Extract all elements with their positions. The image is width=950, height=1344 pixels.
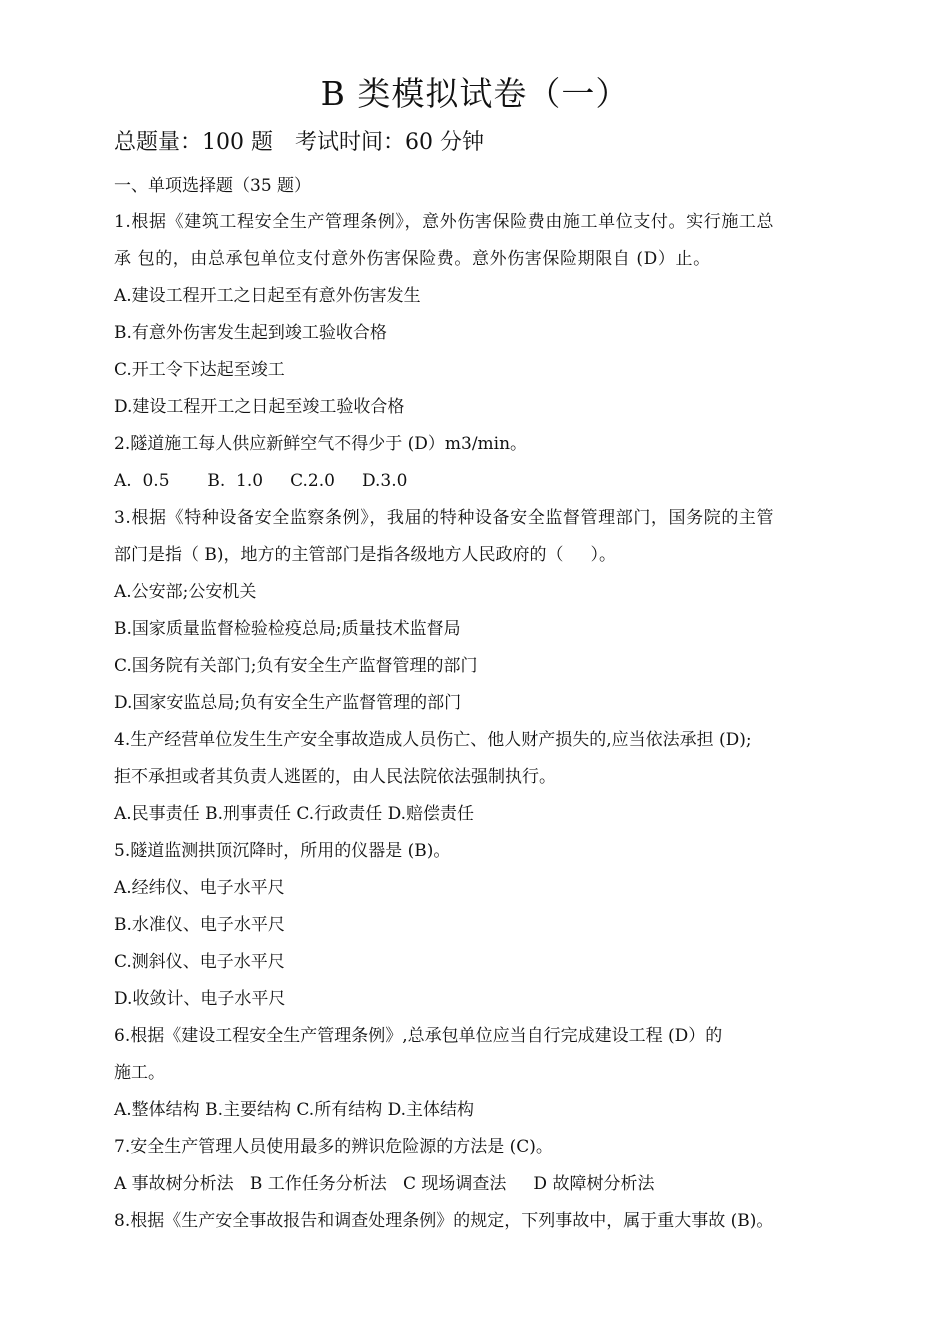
answer-options-row: A. 0.5 B. 1.0 C.2.0 D.3.0 [114,471,408,491]
question-text: 施工。 [114,1063,165,1083]
answer-option: C.国务院有关部门;负有安全生产监督管理的部门 [114,656,478,676]
answer-options-row: A.整体结构 B.主要结构 C.所有结构 D.主体结构 [114,1100,475,1120]
answer-option: D.建设工程开工之日起至竣工验收合格 [114,397,405,417]
question-text: 部门是指（ B)，地方的主管部门是指各级地方人民政府的（ ）。 [114,545,617,565]
question-text: 1.根据《建筑工程安全生产管理条例》，意外伤害保险费由施工单位支付。实行施工总 [114,212,775,232]
answer-options-row: A 事故树分析法 B 工作任务分析法 C 现场调查法 D 故障树分析法 [114,1174,655,1194]
question-text: 7.安全生产管理人员使用最多的辨识危险源的方法是 (C)。 [114,1137,553,1157]
answer-option: B.有意外伤害发生起到竣工验收合格 [114,323,387,343]
answer-option: A.经纬仪、电子水平尺 [114,878,285,898]
answer-options-row: A.民事责任 B.刑事责任 C.行政责任 D.赔偿责任 [114,804,475,824]
exam-info: 总题量：100 题 考试时间：60 分钟 [114,130,484,155]
answer-option: B.国家质量监督检验检疫总局;质量技术监督局 [114,619,461,639]
answer-option: B.水准仪、电子水平尺 [114,915,285,935]
answer-option: C.开工令下达起至竣工 [114,360,285,380]
section-heading: 一、单项选择题（35 题） [114,176,312,196]
answer-option: D.收敛计、电子水平尺 [114,989,286,1009]
question-text: 4.生产经营单位发生生产安全事故造成人员伤亡、他人财产损失的,应当依法承担 (D); [114,730,752,750]
question-text: 3.根据《特种设备安全监察条例》，我届的特种设备安全监督管理部门，国务院的主管 [114,508,775,528]
page-title: B 类模拟试卷（一） [320,74,630,113]
question-text: 8.根据《生产安全事故报告和调查处理条例》的规定，下列事故中，属于重大事故 (B)。 [114,1211,774,1231]
question-text: 6.根据《建设工程安全生产管理条例》,总承包单位应当自行完成建设工程 (D）的 [114,1026,723,1046]
answer-option: C.测斜仪、电子水平尺 [114,952,285,972]
answer-option: D.国家安监总局;负有安全生产监督管理的部门 [114,693,462,713]
question-text: 承 包的，由总承包单位支付意外伤害保险费。意外伤害保险期限自 (D）止。 [114,249,711,269]
answer-option: A.公安部;公安机关 [114,582,257,602]
question-text: 2.隧道施工每人供应新鲜空气不得少于 (D）m3/min。 [114,434,528,454]
question-text: 拒不承担或者其负责人逃匿的，由人民法院依法强制执行。 [114,767,556,787]
answer-option: A.建设工程开工之日起至有意外伤害发生 [114,286,421,306]
question-text: 5.隧道监测拱顶沉降时，所用的仪器是 (B)。 [114,841,451,861]
